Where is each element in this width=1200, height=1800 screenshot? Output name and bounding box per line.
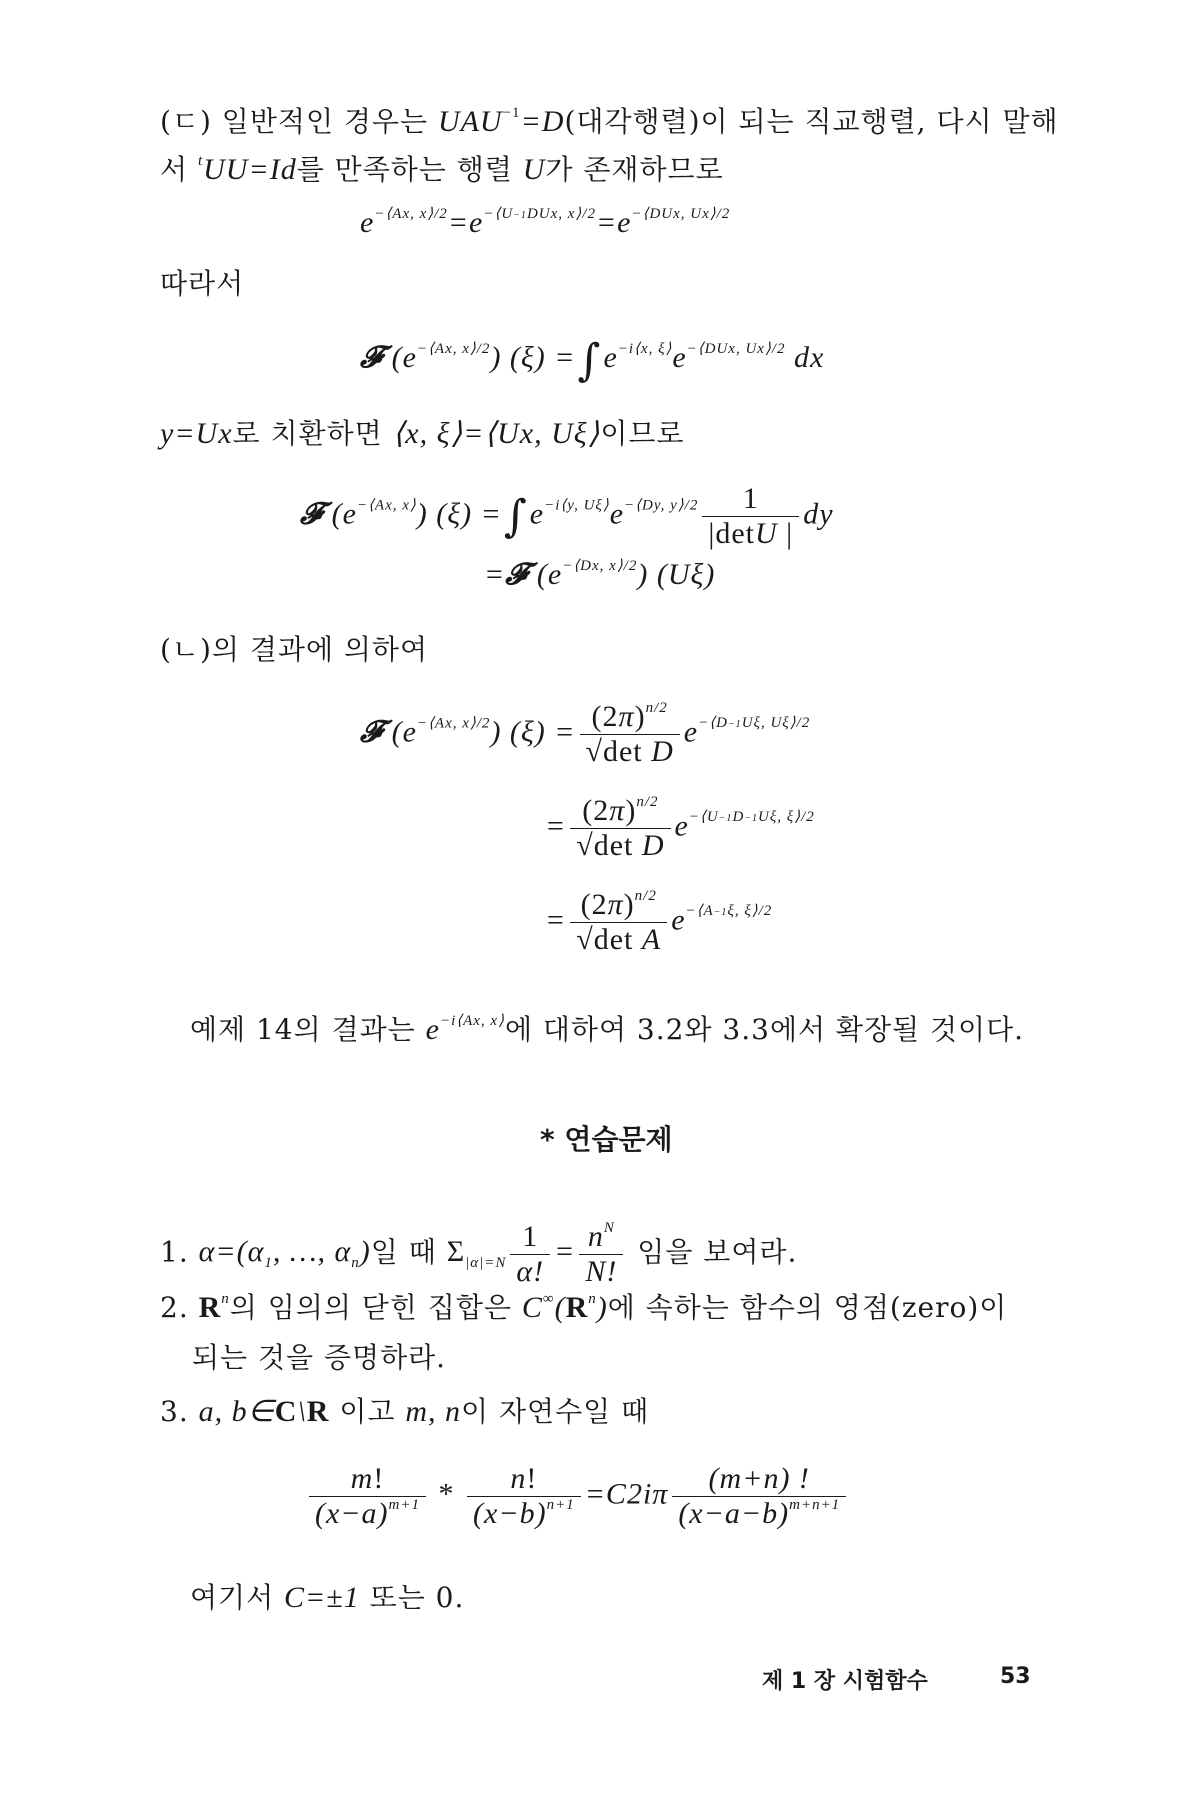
equation-fourier-substituted: 𝓕 $(e^{-⟨Ax, x⟩})$ $(\xi) =\int e^{-i⟨y, U\xi⟩}e^{-⟨Dy, y⟩/2}$ $\frac{1}{|\det U |}$ dy <box>300 482 834 550</box>
exercise-2-line2: 되는 것을 증명하라. <box>192 1341 447 1374</box>
paragraph-case-c-line1: (ㄷ) 일반적인 경우는 $UAU^{-1}=D$(대각행렬)이 되는 직교행렬, 다시 말해 <box>160 105 1059 138</box>
equation-fourier-gaussian-d: 𝓕 $(e^{-⟨Ax, x⟩/2}) (\xi)$ = $\frac{(2\pi)^{n/2}}{\text{√det D}}$ $e^{-⟨D-1U\xi, U\xi⟩/2}$ <box>360 700 811 768</box>
paragraph-case-c-line2: 서 $^t$UU=Id를 만족하는 행렬 U가 존재하므로 <box>160 153 724 186</box>
text-therefore: 따라서 <box>160 267 245 300</box>
equation-fourier-integral: 𝓕 $(e^{-⟨Ax, x⟩/2})$ $(\xi) =\int e^{-i⟨x, \xi⟩}e^{-⟨DUx, Ux⟩/2}$ dx <box>360 335 825 386</box>
exercise-1: 1. $\alpha=(\alpha_1$, …, $\alpha_n$)일 때 $\Sigma_{|\alpha|=N}$ $\frac{1}{\alpha!}$ = $\frac{n^N}{N!}$ 임을 보여라. <box>160 1220 798 1288</box>
text-by-result-b: (ㄴ)의 결과에 의하여 <box>160 633 429 666</box>
footer-page-number: 53 <box>1000 1664 1031 1689</box>
equation-fourier-gaussian-u: = $\frac{(2\pi)^{n/2}}{\text{√det D}}$ $e^{-⟨U-1D-1U\xi, \xi⟩/2}$ <box>545 794 815 862</box>
equation-fourier-result-u: =𝓕 $(e^{-⟨Dx, x⟩/2})$ (Uξ) <box>484 557 716 592</box>
exercises-heading: * 연습문제 <box>540 1123 673 1156</box>
paragraph-substitution: y=Ux로 치환하면 ⟨x, ξ⟩=⟨Ux, Uξ⟩이므로 <box>160 417 685 450</box>
footer-chapter-title: 제 1 장 시험함수 <box>762 1669 928 1694</box>
text-where-c: 여기서 C=±1 또는 0. <box>190 1581 465 1614</box>
exercise-3: 3. a, b∈C\R 이고 m, n이 자연수일 때 <box>160 1395 650 1428</box>
equation-fourier-gaussian-a: = $\frac{(2\pi)^{n/2}}{\text{√det A}}$ $e^{-⟨A-1\xi, \xi⟩/2}$ <box>545 888 773 956</box>
exercise-2-line1: 2. $R^n$의 임의의 닫힌 집합은 $C^\infty(R^n)$에 속하는 함수의 영점(zero)이 <box>160 1291 1008 1324</box>
equation-convolution-identity: $\frac{m!}{(x-a)^{m+1}}$ * $\frac{n!}{(x-b)^{n+1}}$ =C2iπ $\frac{(m+n) !}{(x-a-b)^{m+n+1}}$ <box>305 1462 850 1531</box>
equation-exp-quadratic-form: $e^{-⟨Ax, x⟩/2}=e^{-⟨U-1DUx, x⟩/2}=e^{-⟨DUx, Ux⟩/2}$ <box>360 206 731 239</box>
paragraph-remark-example-14: 예제 14의 결과는 $e^{-i⟨Ax, x⟩}$에 대하여 3.2와 3.3에서 확장될 것이다. <box>190 1013 1025 1046</box>
